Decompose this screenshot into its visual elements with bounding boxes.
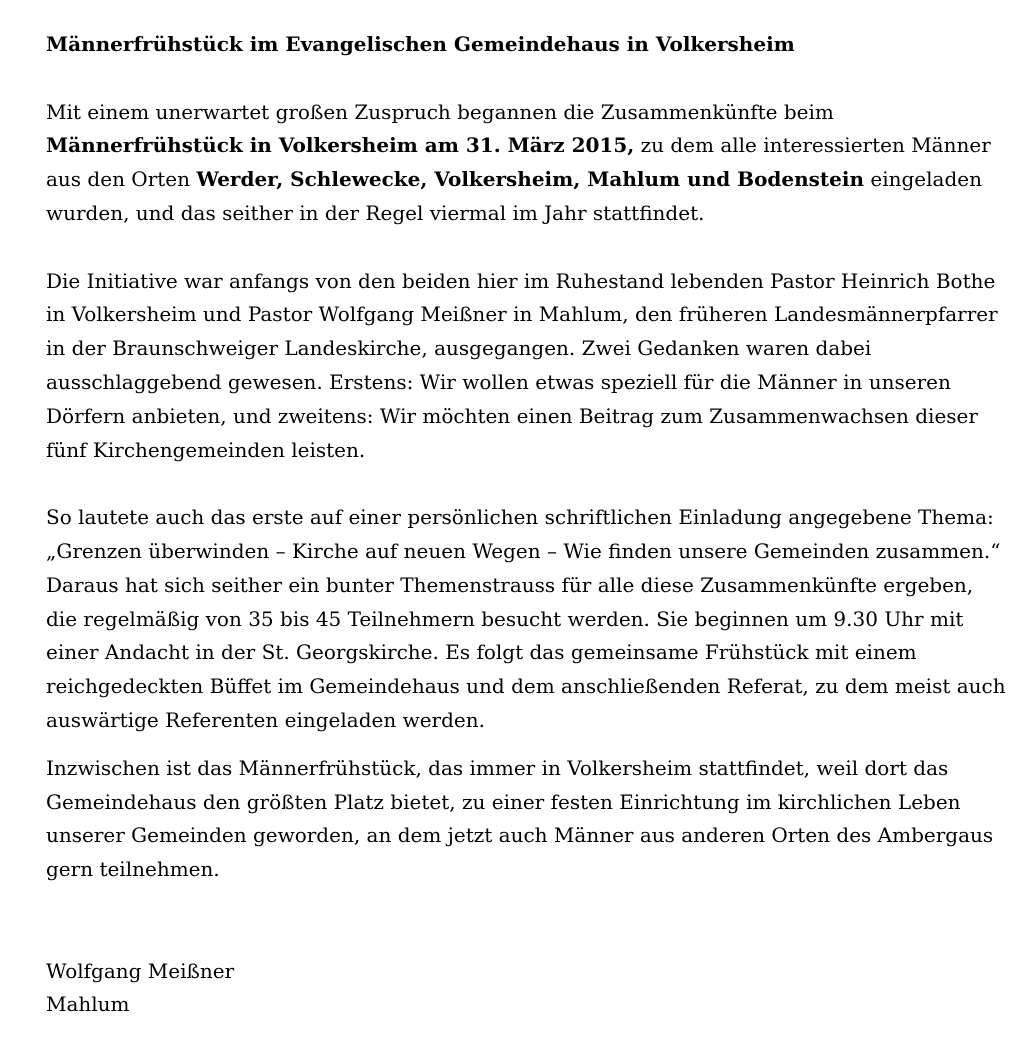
intro-text-2: zu dem alle interessierten Männer aus den Orten — [46, 133, 991, 192]
intro-bold-villages: Werder, Schlewecke, Volkersheim, Mahlum und Bodenstein — [196, 167, 865, 192]
paragraph-theme: So lautete auch das erste auf einer persönlichen schriftlichen Einladung angegebene Thema: „Grenzen überwinden – Kirche auf neuen Wegen – Wie finden unsere Gemeinden zusammen.“ Daraus hat sich seither ein bunter Themenstrauss für alle diese Zusammenkünfte ergeben, die regelmäßig von 35 bis 45 Teilnehmern besucht werden. Sie beginnen um 9.30 Uhr mit einer Andacht in der St. Georgskirche. Es folgt das gemeinsame Frühstück mit einem reichgedeckten Büffet im Gemeindehaus und dem anschließenden Referat, zu dem meist auch auswärtige Referenten eingeladen werden. — [46, 505, 1006, 732]
paragraph-meanwhile: Inzwischen ist das Männerfrühstück, das immer in Volkersheim stattfindet, weil dort das Gemeindehaus den größten Platz bietet, zu einer festen Einrichtung im kirchlichen Leben unserer Gemeinden geworden, an dem jetzt auch Männer aus anderen Orten des Ambergaus gern teilnehmen. — [46, 755, 994, 882]
intro-bold-event: Männerfrühstück in Volkersheim am 31. März 2015, — [46, 133, 635, 158]
signature-place: Mahlum — [46, 992, 130, 1017]
paragraph-intro — [46, 96, 1006, 231]
document-page — [46, 28, 1006, 1022]
document-title: Männerfrühstück im Evangelischen Gemeindehaus in Volkersheim — [46, 32, 795, 56]
paragraph-initiative: Die Initiative war anfangs von den beiden hier im Ruhestand lebenden Pastor Heinrich Bothe in Volkersheim und Pastor Wolfgang Meißner in Mahlum, den früheren Landesmännerpfarrer in der Braunschweiger Landeskirche, ausgegangen. Zwei Gedanken waren dabei ausschlaggebend gewesen. Erstens: Wir wollen etwas speziell für die Männer in unseren Dörfern anbieten, und zweitens: Wir möchten einen Beitrag zum Zusammenwachsen dieser fünf Kirchengemeinden leisten. — [46, 268, 998, 462]
intro-text-3: eingeladen wurden, und das seither in der Regel viermal im Jahr stattfindet. — [46, 167, 982, 225]
signature-name: Wolfgang Meißner — [46, 958, 235, 983]
intro-text-1: Mit einem unerwartet großen Zuspruch begannen die Zusammenkünfte beim — [46, 99, 834, 124]
